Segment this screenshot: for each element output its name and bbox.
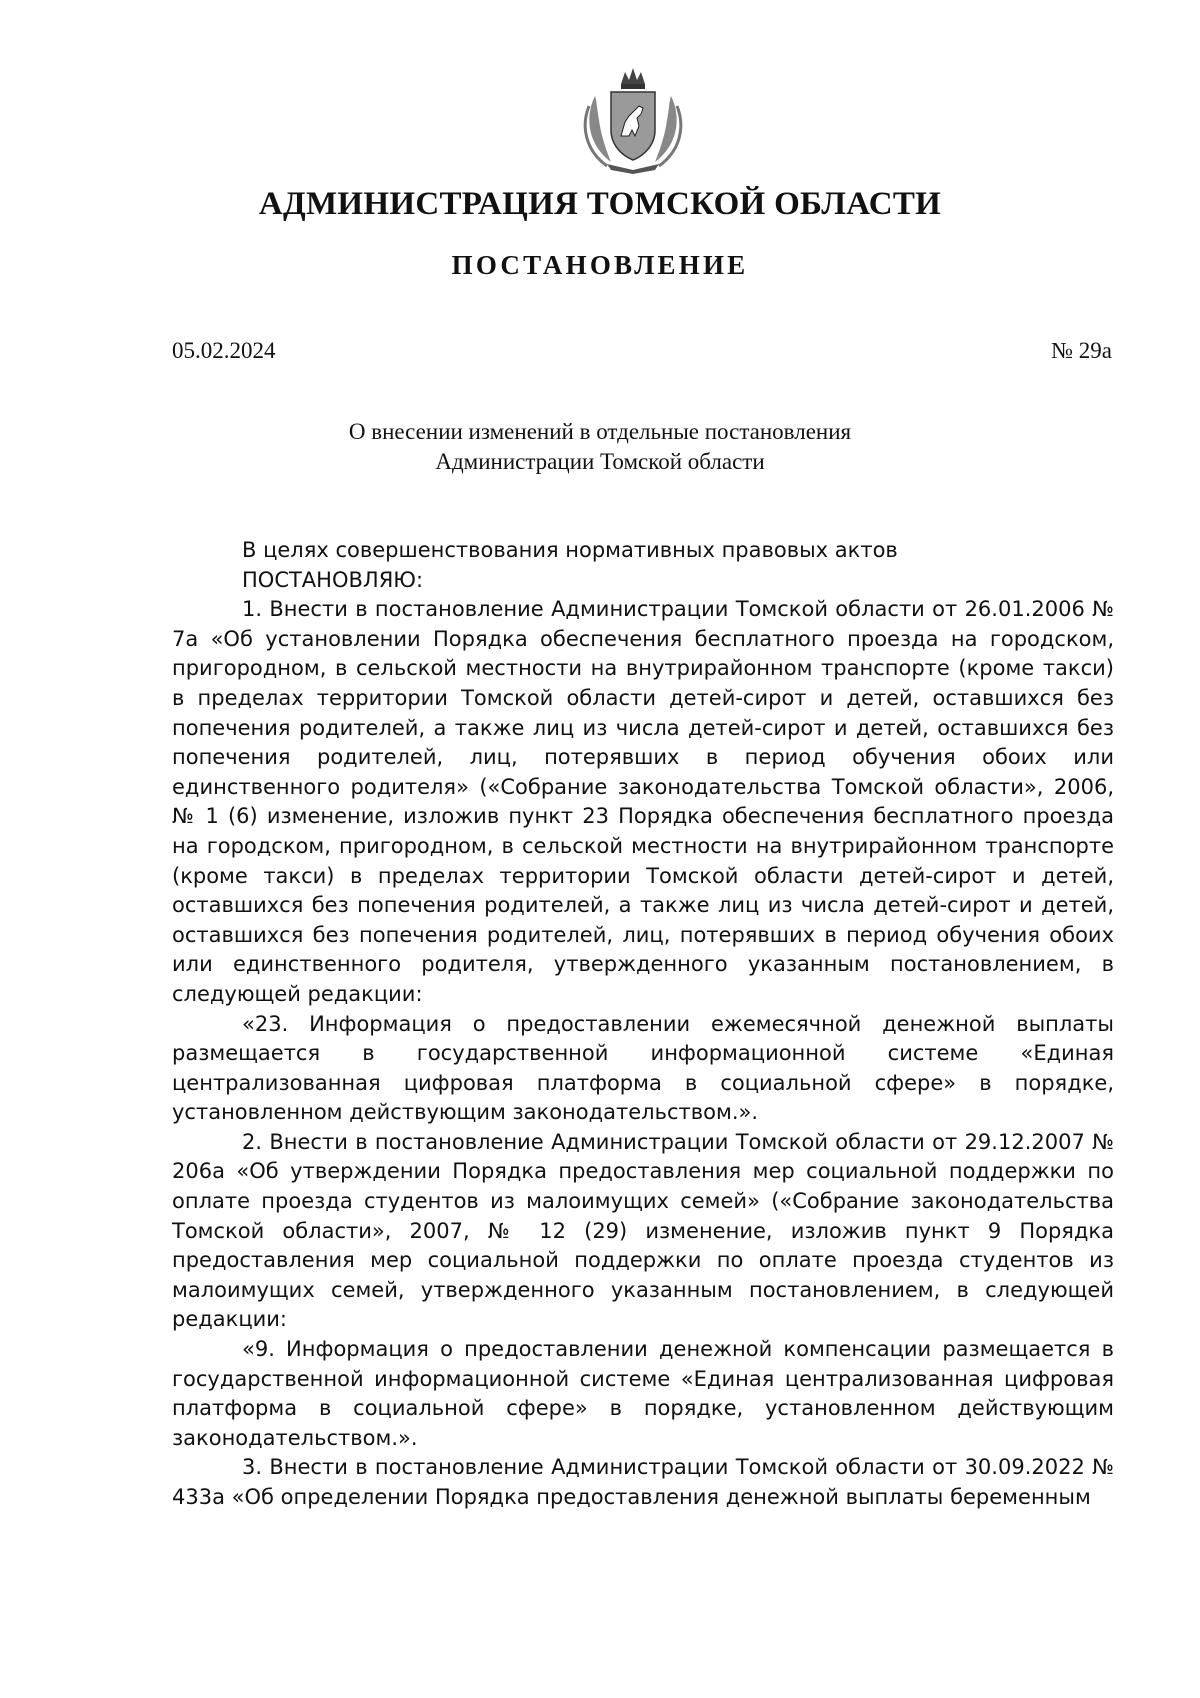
organization-title: АДМИНИСТРАЦИЯ ТОМСКОЙ ОБЛАСТИ bbox=[258, 186, 942, 222]
resolve-heading: ПОСТАНОВЛЯЮ: bbox=[242, 567, 424, 592]
paragraph-2-quote: «9. Информация о предоставлении денежной компенсации размещается в государственной информационной системе «Единая централизованная цифровая платформа в социальной сфере» в порядке, установленном действующим законодательством.». bbox=[172, 1337, 1114, 1450]
document-body bbox=[172, 536, 1114, 1513]
paragraph-2: 2. Внести в постановление Администрации Томской области от 29.12.2007 № 206а «Об утверждении Порядка предоставления мер социальной поддержки по оплате проезда студентов из малоимущих семей» («Собрание законодательства Томской области», 2007, № 12 (29) изменение, изложив пункт 9 Порядка предоставления мер социальной поддержки по оплате проезда студентов из малоимущих семей, утвержденного указанным постановлением, в следующей редакции: bbox=[172, 1129, 1114, 1332]
coat-of-arms-icon bbox=[577, 66, 689, 176]
document-subject bbox=[0, 417, 1200, 477]
document-date: 05.02.2024 bbox=[172, 338, 276, 363]
paragraph-1-quote: «23. Информация о предоставлении ежемесячной денежной выплаты размещается в государственной информационной системе «Единая централизованная цифровая платформа в социальной сфере» в порядке, установленном действующим законодательством.». bbox=[172, 1011, 1114, 1125]
document-type: ПОСТАНОВЛЕНИЕ bbox=[451, 250, 749, 280]
paragraph-3: 3. Внести в постановление Администрации Томской области от 30.09.2022 № 433а «Об определении Порядка предоставления денежной выплаты беременным bbox=[172, 1455, 1114, 1509]
document-number: № 29а bbox=[1051, 338, 1112, 363]
subject-line-1: О внесении изменений в отдельные постановления bbox=[348, 419, 852, 444]
paragraph-1: 1. Внести в постановление Администрации Томской области от 26.01.2006 № 7а «Об установлении Порядка обеспечения бесплатного проезда на городском, пригородном, в сельской местности на внутрирайонном транспорте (кроме такси) в пределах территории Томской области детей-сирот и детей, оставшихся без попечения родителей, а также лиц из числа детей-сирот и детей, оставшихся без попечения родителей, лиц, потерявших в период обучения обоих или единственного родителя» («Собрание законодательства Томской области», 2006, № 1 (6) изменение, изложив пункт 23 Порядка обеспечения бесплатного проезда на городском, пригородном, в сельской местности на внутрирайонном транспорте (кроме такси) в пределах территории Томской области детей-сирот и детей, оставшихся без попечения родителей, а также лиц из числа детей-сирот и детей, оставшихся без попечения родителей, лиц, потерявших в период обучения обоих или единственного родителя, утвержденного указанным постановлением, в следующей редакции: bbox=[172, 597, 1114, 1006]
intro-paragraph: В целях совершенствования нормативных правовых актов bbox=[242, 538, 898, 562]
subject-line-2: Администрации Томской области bbox=[435, 449, 765, 474]
